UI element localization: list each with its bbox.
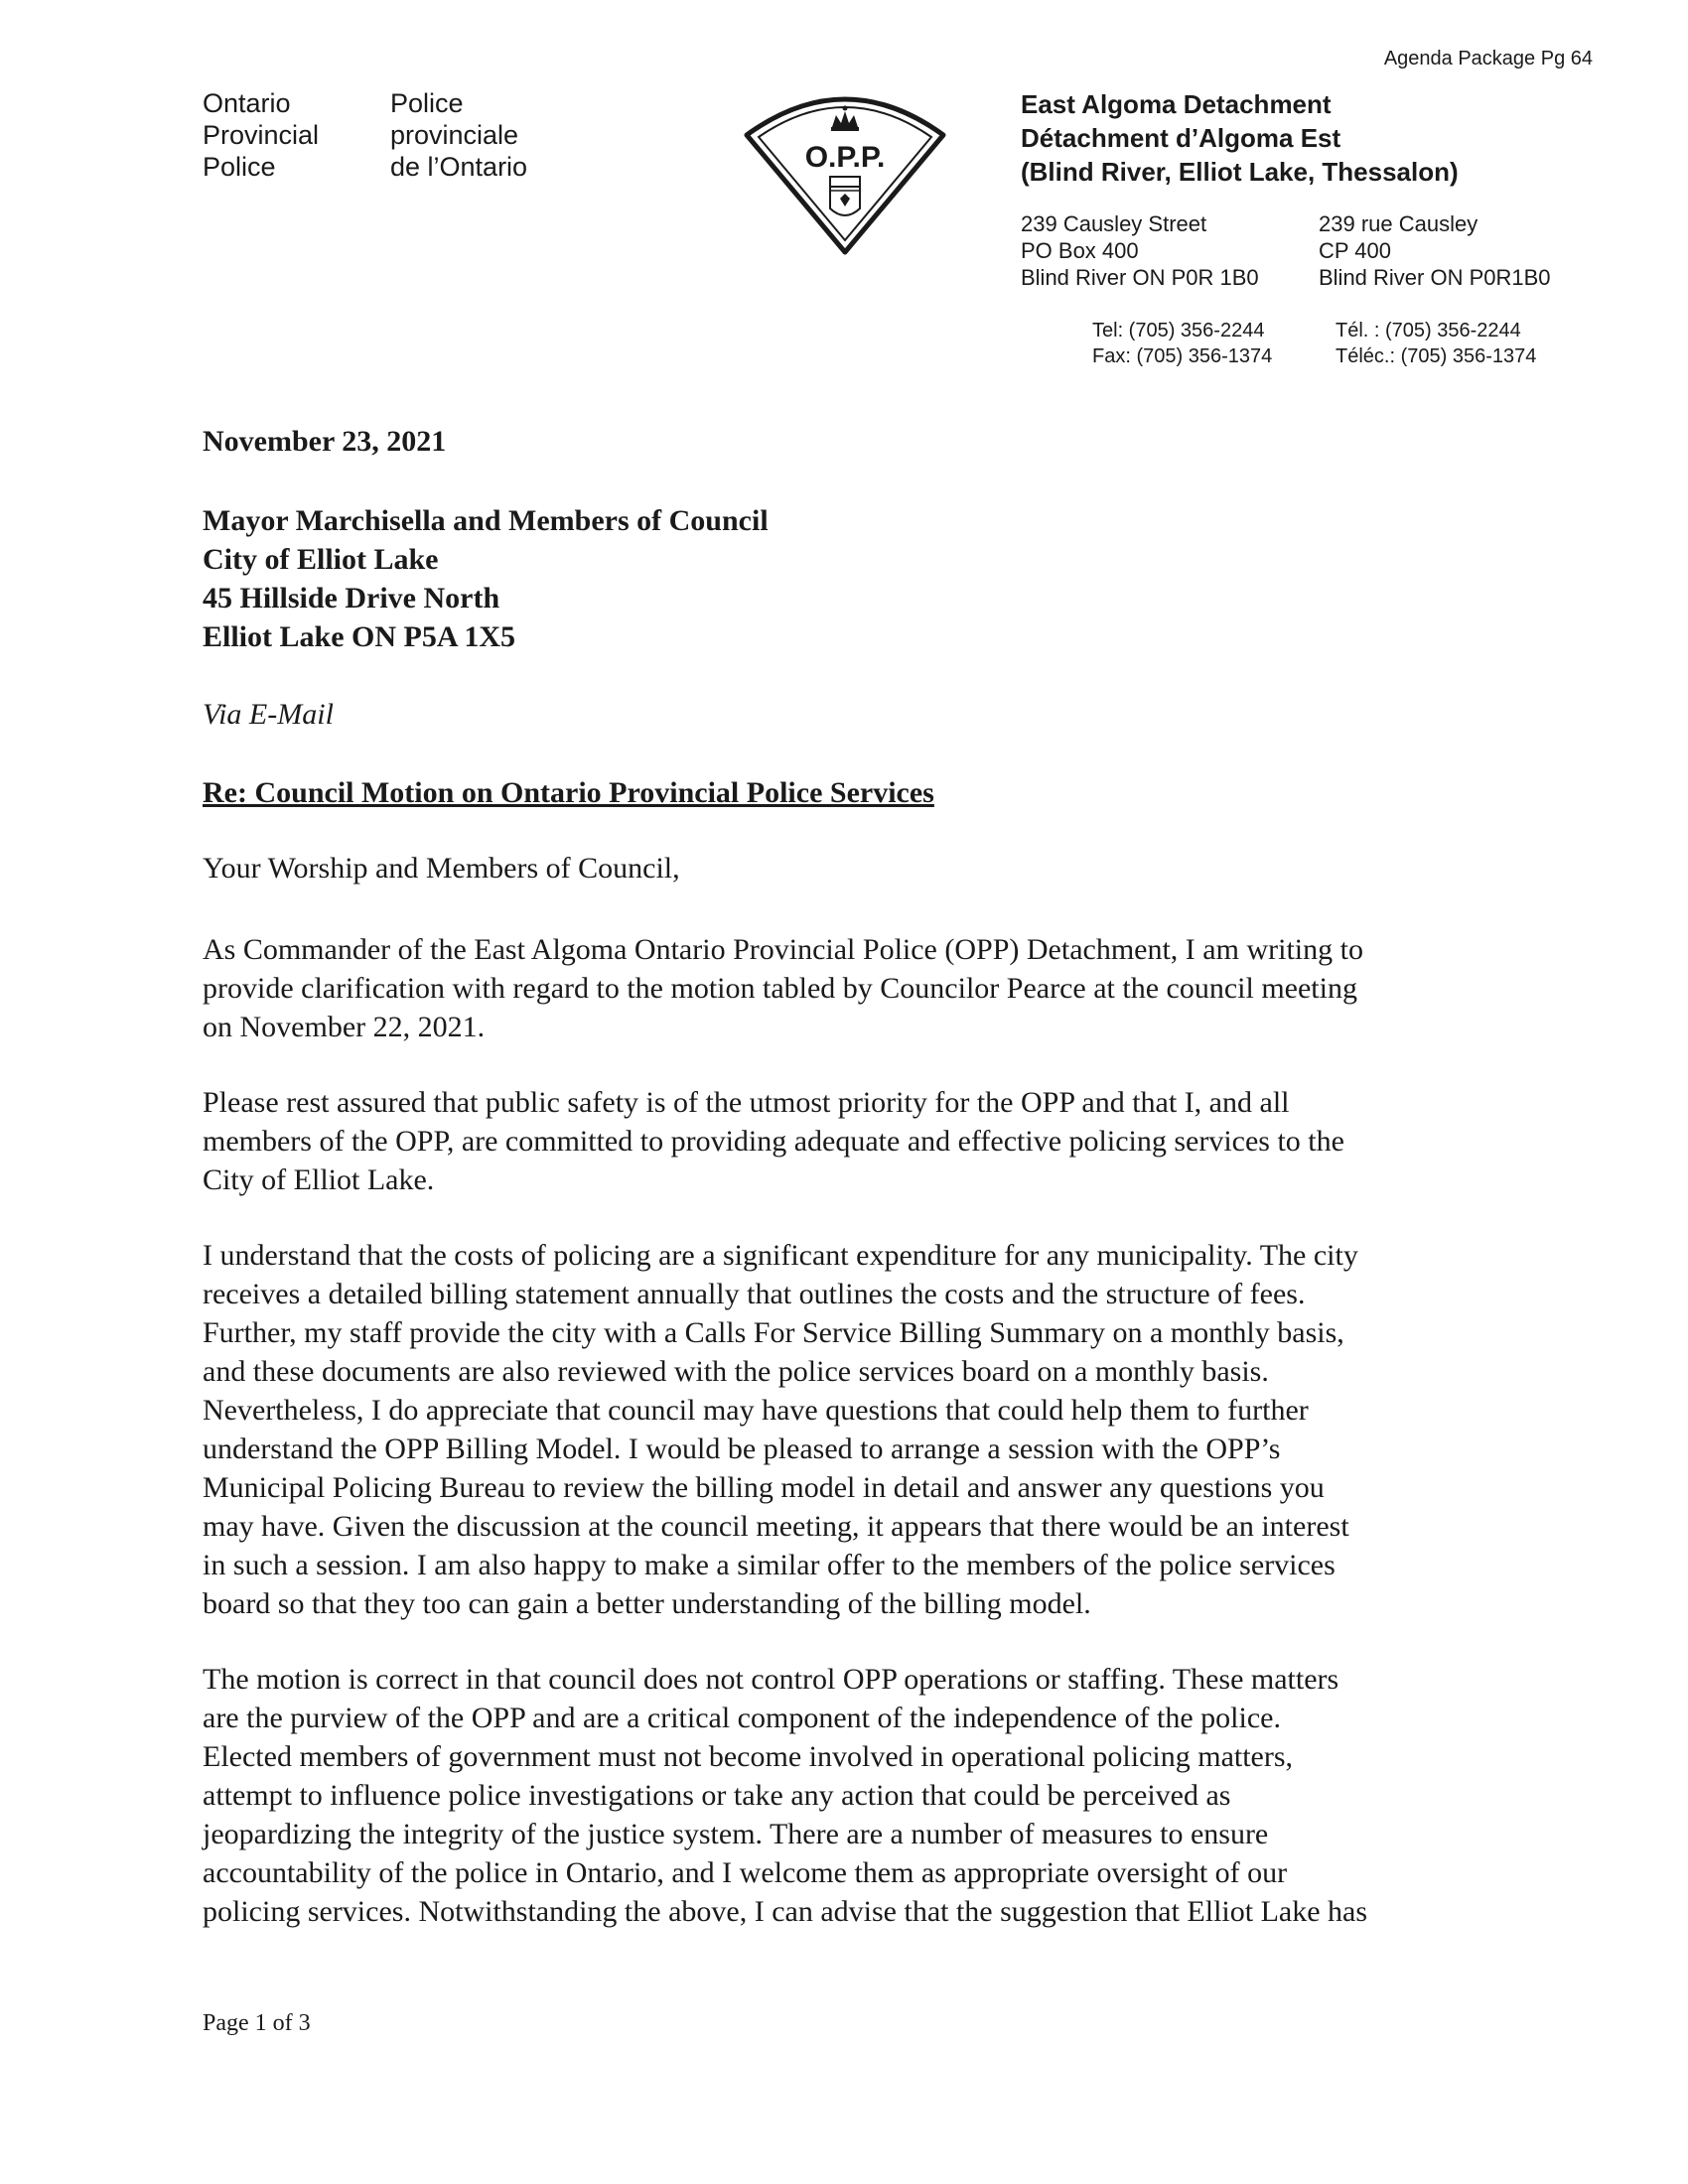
body-line: As Commander of the East Algoma Ontario Provincial Police (OPP) Detachment, I am writing to <box>203 933 1363 966</box>
phones-english <box>1092 318 1272 369</box>
address-english <box>1021 210 1259 291</box>
address-line: 239 rue Causley <box>1319 211 1478 236</box>
org-name-line: Ontario <box>203 88 291 118</box>
body-line: may have. Given the discussion at the council meeting, it appears that there would be an interest <box>203 1510 1349 1543</box>
subject-line: Re: Council Motion on Ontario Provincial Police Services <box>203 776 934 809</box>
org-name-line: Police <box>203 152 276 182</box>
address-line: 239 Causley Street <box>1021 211 1207 236</box>
body-line: on November 22, 2021. <box>203 1011 486 1043</box>
phone-line: Tel: (705) 356-2244 <box>1092 320 1265 341</box>
body-line: I understand that the costs of policing are a significant expenditure for any municipality. The city <box>203 1239 1358 1272</box>
recipient-line: City of Elliot Lake <box>203 543 439 576</box>
address-line: Blind River ON P0R1B0 <box>1319 265 1551 290</box>
address-line: Blind River ON P0R 1B0 <box>1021 265 1259 290</box>
body-paragraph <box>203 1083 1493 1199</box>
body-line: receives a detailed billing statement annually that outlines the costs and the structure of fees. <box>203 1278 1306 1310</box>
body-line: in such a session. I am also happy to make a similar offer to the members of the police services <box>203 1549 1336 1581</box>
body-line: Further, my staff provide the city with a Calls For Service Billing Summary on a monthly basis, <box>203 1316 1344 1349</box>
body-paragraph <box>203 930 1493 1046</box>
body-line: policing services. Notwithstanding the above, I can advise that the suggestion that Elliot Lake has <box>203 1895 1368 1928</box>
org-name-line: Police <box>390 88 464 118</box>
delivery-method: Via E-Mail <box>203 698 334 731</box>
letter-body <box>203 930 1493 1968</box>
recipient-line: Elliot Lake ON P5A 1X5 <box>203 620 516 653</box>
recipient-line: 45 Hillside Drive North <box>203 582 500 614</box>
fax-line: Fax: (705) 356-1374 <box>1092 345 1273 367</box>
phones-french <box>1336 318 1536 369</box>
body-line: attempt to influence police investigations or take any action that could be perceived as <box>203 1779 1231 1812</box>
opp-crest-icon <box>741 81 949 260</box>
org-name-english <box>203 87 319 183</box>
body-line: The motion is correct in that council does not control OPP operations or staffing. These matters <box>203 1663 1339 1696</box>
address-french <box>1319 210 1551 291</box>
body-line: understand the OPP Billing Model. I would be pleased to arrange a session with the OPP’s <box>203 1433 1281 1465</box>
agenda-page-tag: Agenda Package Pg 64 <box>1383 48 1593 69</box>
detachment-line: Détachment d’Algoma Est <box>1021 123 1341 153</box>
body-line: City of Elliot Lake. <box>203 1163 435 1196</box>
detachment-line: (Blind River, Elliot Lake, Thessalon) <box>1021 157 1459 187</box>
body-line: accountability of the police in Ontario, and I welcome them as appropriate oversight of our <box>203 1856 1288 1889</box>
body-paragraph <box>203 1660 1493 1931</box>
body-paragraph <box>203 1236 1493 1623</box>
letter-date: November 23, 2021 <box>203 425 447 458</box>
logo-text: O.P.P. <box>804 141 886 174</box>
body-line: Municipal Policing Bureau to review the billing model in detail and answer any questions you <box>203 1471 1325 1504</box>
org-name-line: provinciale <box>390 120 519 150</box>
body-line: board so that they too can gain a better understanding of the billing model. <box>203 1587 1091 1620</box>
body-line: Please rest assured that public safety is of the utmost priority for the OPP and that I, and all <box>203 1086 1290 1119</box>
recipient-address <box>203 501 769 656</box>
shield-icon <box>830 177 860 215</box>
body-line: jeopardizing the integrity of the justice system. There are a number of measures to ensure <box>203 1818 1269 1850</box>
address-line: CP 400 <box>1319 238 1391 263</box>
body-line: are the purview of the OPP and are a critical component of the independence of the police. <box>203 1702 1281 1734</box>
org-name-line: de l’Ontario <box>390 152 528 182</box>
fax-line: Téléc.: (705) 356-1374 <box>1336 345 1537 367</box>
salutation: Your Worship and Members of Council, <box>203 852 680 885</box>
address-line: PO Box 400 <box>1021 238 1139 263</box>
phone-line: Tél. : (705) 356-2244 <box>1336 320 1521 341</box>
body-line: Nevertheless, I do appreciate that council may have questions that could help them to further <box>203 1394 1309 1427</box>
org-name-line: Provincial <box>203 120 320 150</box>
detachment-name <box>1021 87 1459 189</box>
body-line: Elected members of government must not become involved in operational policing matters, <box>203 1740 1294 1773</box>
body-line: provide clarification with regard to the motion tabled by Councilor Pearce at the council meeting <box>203 972 1357 1005</box>
detachment-line: East Algoma Detachment <box>1021 89 1332 119</box>
body-line: members of the OPP, are committed to providing adequate and effective policing services to the <box>203 1125 1344 1158</box>
body-line: and these documents are also reviewed with the police services board on a monthly basis. <box>203 1355 1269 1388</box>
page-number: Page 1 of 3 <box>203 2010 311 2036</box>
org-name-french <box>390 87 527 183</box>
recipient-line: Mayor Marchisella and Members of Council <box>203 504 769 537</box>
